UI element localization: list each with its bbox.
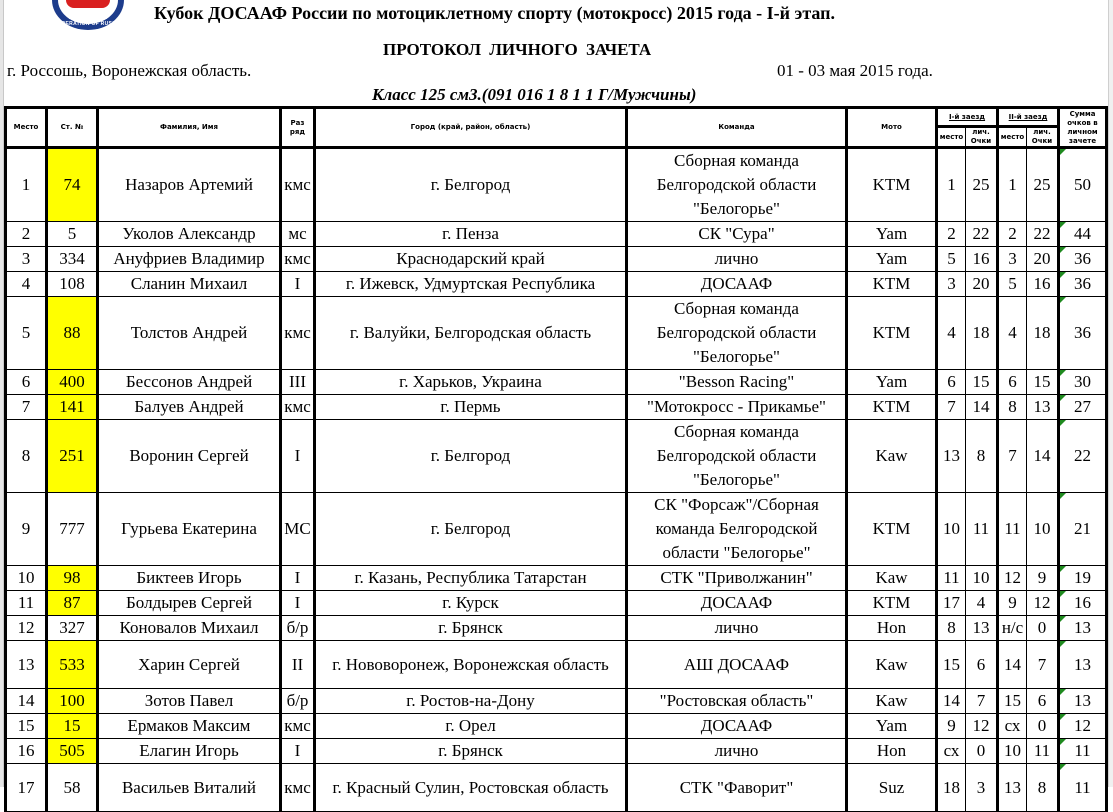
cell-race2-place[interactable]: 3 xyxy=(998,247,1027,272)
cell-total-value: 21 xyxy=(1074,519,1091,538)
cell-moto[interactable]: Suz xyxy=(847,764,937,812)
cell-team[interactable]: "Besson Racing" xyxy=(627,370,847,395)
cell-race2-points[interactable]: 14 xyxy=(1027,420,1059,493)
cell-team[interactable]: Сборная команда Белгородской области "Белогорье" xyxy=(627,148,847,222)
cell-race1-points[interactable]: 8 xyxy=(966,420,998,493)
table-row xyxy=(6,370,1107,395)
formula-indicator-icon xyxy=(1060,493,1066,499)
cell-place[interactable]: 12 xyxy=(6,616,47,641)
cell-moto[interactable]: KTM xyxy=(847,395,937,420)
cell-city[interactable]: г. Орел xyxy=(315,714,627,739)
cell-place[interactable]: 17 xyxy=(6,764,47,812)
cell-rank[interactable]: кмс xyxy=(281,297,315,370)
cell-city[interactable]: г. Ижевск, Удмуртская Республика xyxy=(315,272,627,297)
cell-moto[interactable]: KTM xyxy=(847,272,937,297)
cell-race2-place[interactable]: 14 xyxy=(998,641,1027,689)
cell-name[interactable]: Коновалов Михаил xyxy=(98,616,281,641)
cell-bib[interactable]: 87 xyxy=(47,591,98,616)
formula-indicator-icon xyxy=(1060,420,1066,426)
cell-team[interactable]: ДОСААФ xyxy=(627,591,847,616)
cell-bib[interactable]: 98 xyxy=(47,566,98,591)
cell-name[interactable]: Бессонов Андрей xyxy=(98,370,281,395)
formula-indicator-icon xyxy=(1060,641,1066,647)
cell-race2-points[interactable]: 9 xyxy=(1027,566,1059,591)
cell-rank[interactable]: I xyxy=(281,591,315,616)
class-line: Класс 125 см3.(091 016 1 8 1 1 Г/Мужчины) xyxy=(372,85,697,104)
cell-city[interactable]: г. Белгород xyxy=(315,493,627,566)
cell-total-value: 13 xyxy=(1074,691,1091,710)
table-row xyxy=(6,272,1107,297)
cell-rank[interactable]: мс xyxy=(281,222,315,247)
cell-race1-points[interactable]: 16 xyxy=(966,247,998,272)
col-header-team[interactable]: Команда xyxy=(627,108,847,148)
cell-race2-place[interactable]: 6 xyxy=(998,370,1027,395)
cell-place[interactable]: 5 xyxy=(6,297,47,370)
cell-rank[interactable]: III xyxy=(281,370,315,395)
cell-total[interactable] xyxy=(1059,616,1107,641)
col-header-total[interactable]: Сумма очков в личном зачете xyxy=(1059,108,1107,148)
cell-race1-place[interactable]: 6 xyxy=(937,370,966,395)
cell-total[interactable] xyxy=(1059,689,1107,714)
cell-total[interactable] xyxy=(1059,641,1107,689)
cell-team[interactable]: ДОСААФ xyxy=(627,714,847,739)
cell-race2-points[interactable]: 10 xyxy=(1027,493,1059,566)
cell-total[interactable] xyxy=(1059,148,1107,222)
cell-bib[interactable]: 777 xyxy=(47,493,98,566)
formula-indicator-icon xyxy=(1060,272,1066,278)
cell-city[interactable]: г. Пермь xyxy=(315,395,627,420)
cell-rank[interactable]: кмс xyxy=(281,764,315,812)
cell-bib[interactable]: 58 xyxy=(47,764,98,812)
cell-race1-place[interactable]: 3 xyxy=(937,272,966,297)
cell-race1-points[interactable]: 4 xyxy=(966,591,998,616)
cell-name[interactable]: Балуев Андрей xyxy=(98,395,281,420)
cell-total[interactable] xyxy=(1059,370,1107,395)
cell-bib[interactable]: 100 xyxy=(47,689,98,714)
table-row xyxy=(6,566,1107,591)
cell-city[interactable]: г. Харьков, Украина xyxy=(315,370,627,395)
cell-moto[interactable]: KTM xyxy=(847,297,937,370)
cell-name[interactable]: Толстов Андрей xyxy=(98,297,281,370)
cell-place[interactable]: 13 xyxy=(6,641,47,689)
cell-race2-place[interactable]: 2 xyxy=(998,222,1027,247)
cell-place[interactable]: 1 xyxy=(6,148,47,222)
cell-race2-points[interactable]: 18 xyxy=(1027,297,1059,370)
table-row xyxy=(6,764,1107,812)
cell-total-value: 22 xyxy=(1074,446,1091,465)
cell-race2-points[interactable]: 13 xyxy=(1027,395,1059,420)
cell-rank[interactable]: б/р xyxy=(281,689,315,714)
cell-bib[interactable]: 327 xyxy=(47,616,98,641)
formula-indicator-icon xyxy=(1060,247,1066,253)
cell-race1-place[interactable]: 14 xyxy=(937,689,966,714)
cell-rank[interactable]: II xyxy=(281,641,315,689)
cell-total-value: 36 xyxy=(1074,274,1091,293)
cell-place[interactable]: 7 xyxy=(6,395,47,420)
formula-indicator-icon xyxy=(1060,149,1066,155)
cell-race1-points[interactable]: 7 xyxy=(966,689,998,714)
cell-race2-place[interactable]: 5 xyxy=(998,272,1027,297)
cell-moto[interactable]: KTM xyxy=(847,493,937,566)
cell-race1-points[interactable]: 10 xyxy=(966,566,998,591)
formula-indicator-icon xyxy=(1060,616,1066,622)
cell-rank[interactable]: б/р xyxy=(281,616,315,641)
cell-race1-points[interactable]: 13 xyxy=(966,616,998,641)
cell-total[interactable] xyxy=(1059,420,1107,493)
cell-total-value: 12 xyxy=(1074,716,1091,735)
cell-race1-place[interactable]: 9 xyxy=(937,714,966,739)
cell-race1-points[interactable]: 20 xyxy=(966,272,998,297)
cell-team[interactable]: лично xyxy=(627,616,847,641)
cell-city[interactable]: Краснодарский край xyxy=(315,247,627,272)
cell-place[interactable]: 4 xyxy=(6,272,47,297)
cell-name[interactable]: Биктеев Игорь xyxy=(98,566,281,591)
cell-race2-place[interactable]: 13 xyxy=(998,764,1027,812)
cell-total-value: 50 xyxy=(1074,175,1091,194)
cell-total-value: 13 xyxy=(1074,618,1091,637)
formula-indicator-icon xyxy=(1060,689,1066,695)
cell-total-value: 36 xyxy=(1074,249,1091,268)
cell-team[interactable]: СК "Сура" xyxy=(627,222,847,247)
cell-bib[interactable]: 251 xyxy=(47,420,98,493)
table-row xyxy=(6,714,1107,739)
cell-city[interactable]: г. Курск xyxy=(315,591,627,616)
cell-name[interactable]: Гурьева Екатерина xyxy=(98,493,281,566)
cell-race2-points[interactable]: 7 xyxy=(1027,641,1059,689)
cell-team[interactable]: СТК "Приволжанин" xyxy=(627,566,847,591)
cell-name[interactable]: Воронин Сергей xyxy=(98,420,281,493)
cell-race1-place[interactable]: 8 xyxy=(937,616,966,641)
col-header-rank[interactable]: Раз ряд xyxy=(281,108,315,148)
cell-total[interactable] xyxy=(1059,493,1107,566)
cell-race2-place[interactable]: 10 xyxy=(998,739,1027,764)
cell-team[interactable]: лично xyxy=(627,247,847,272)
cell-team[interactable]: ДОСААФ xyxy=(627,272,847,297)
formula-indicator-icon xyxy=(1060,714,1066,720)
col-header-race1-points[interactable]: лич. Очки xyxy=(966,127,998,148)
cell-race2-place[interactable]: 4 xyxy=(998,297,1027,370)
cell-rank[interactable]: кмс xyxy=(281,247,315,272)
cell-race2-place[interactable]: 15 xyxy=(998,689,1027,714)
cell-team[interactable]: "Ростовская область" xyxy=(627,689,847,714)
table-row xyxy=(6,591,1107,616)
table-row xyxy=(6,616,1107,641)
cell-bib[interactable]: 400 xyxy=(47,370,98,395)
cell-rank[interactable]: I xyxy=(281,566,315,591)
cell-team[interactable]: СТК "Фаворит" xyxy=(627,764,847,812)
cell-total-value: 11 xyxy=(1074,741,1091,760)
cell-name[interactable]: Ермаков Максим xyxy=(98,714,281,739)
event-location: г. Россошь, Воронежская область. xyxy=(7,61,252,80)
table-row xyxy=(6,420,1107,493)
cell-name[interactable]: Зотов Павел xyxy=(98,689,281,714)
cell-rank[interactable]: кмс xyxy=(281,148,315,222)
col-header-place[interactable]: Место xyxy=(6,108,47,148)
cell-race1-place[interactable]: 18 xyxy=(937,764,966,812)
cell-race1-place[interactable]: 4 xyxy=(937,297,966,370)
formula-indicator-icon xyxy=(1060,395,1066,401)
event-title: Кубок ДОСААФ России по мотоциклетному спорту (мотокросс) 2015 года - I-й этап. xyxy=(154,3,836,23)
formula-indicator-icon xyxy=(1060,764,1066,770)
cell-place[interactable]: 6 xyxy=(6,370,47,395)
cell-race1-points[interactable]: 0 xyxy=(966,739,998,764)
cell-place[interactable]: 9 xyxy=(6,493,47,566)
cell-bib[interactable]: 108 xyxy=(47,272,98,297)
col-header-race2-place[interactable]: место xyxy=(998,127,1027,148)
table-row xyxy=(6,493,1107,566)
cell-race2-place[interactable]: 1 xyxy=(998,148,1027,222)
col-header-city[interactable]: Город (край, район, область) xyxy=(315,108,627,148)
cell-race2-points[interactable]: 15 xyxy=(1027,370,1059,395)
cell-race1-points[interactable]: 12 xyxy=(966,714,998,739)
cell-race1-place[interactable]: 15 xyxy=(937,641,966,689)
cell-team[interactable]: Сборная команда Белгородской области "Белогорье" xyxy=(627,297,847,370)
formula-indicator-icon xyxy=(1060,591,1066,597)
cell-race2-place[interactable]: 7 xyxy=(998,420,1027,493)
col-header-race1-place[interactable]: место xyxy=(937,127,966,148)
cell-race1-place[interactable]: 7 xyxy=(937,395,966,420)
cell-race2-place[interactable]: 8 xyxy=(998,395,1027,420)
cell-race1-place[interactable]: 10 xyxy=(937,493,966,566)
cell-race2-points[interactable]: 25 xyxy=(1027,148,1059,222)
vertical-scrollbar[interactable] xyxy=(1108,0,1113,787)
cell-name[interactable]: Назаров Артемий xyxy=(98,148,281,222)
cell-moto[interactable]: Hon xyxy=(847,739,937,764)
cell-bib[interactable]: 88 xyxy=(47,297,98,370)
cell-rank[interactable]: кмс xyxy=(281,395,315,420)
cell-race2-points[interactable]: 22 xyxy=(1027,222,1059,247)
cell-bib[interactable]: 334 xyxy=(47,247,98,272)
cell-race1-place[interactable]: 1 xyxy=(937,148,966,222)
cell-city[interactable]: г. Пенза xyxy=(315,222,627,247)
table-row xyxy=(6,739,1107,764)
cell-total[interactable] xyxy=(1059,222,1107,247)
cell-race2-place[interactable]: 11 xyxy=(998,493,1027,566)
cell-total[interactable] xyxy=(1059,566,1107,591)
cell-name[interactable]: Васильев Виталий xyxy=(98,764,281,812)
cell-city[interactable]: г. Брянск xyxy=(315,739,627,764)
cell-city[interactable]: г. Белгород xyxy=(315,420,627,493)
event-dates: 01 - 03 мая 2015 года. xyxy=(777,61,933,80)
formula-indicator-icon xyxy=(1060,222,1066,228)
cell-total-value: 36 xyxy=(1074,323,1091,342)
cell-place[interactable]: 8 xyxy=(6,420,47,493)
table-row xyxy=(6,297,1107,370)
cell-place[interactable]: 14 xyxy=(6,689,47,714)
cell-moto[interactable]: Yam xyxy=(847,222,937,247)
results-table xyxy=(4,106,1108,812)
cell-rank[interactable]: МС xyxy=(281,493,315,566)
results-body xyxy=(6,148,1107,812)
cell-bib[interactable]: 141 xyxy=(47,395,98,420)
cell-bib[interactable]: 533 xyxy=(47,641,98,689)
cell-race1-points[interactable]: 6 xyxy=(966,641,998,689)
cell-rank[interactable]: I xyxy=(281,272,315,297)
logo-text: MOTORCYCLE FEDERATION OF RUSSIA xyxy=(54,15,122,27)
cell-moto[interactable]: Yam xyxy=(847,247,937,272)
formula-indicator-icon xyxy=(1060,370,1066,376)
cell-team[interactable]: лично xyxy=(627,739,847,764)
cell-race2-place[interactable]: сх xyxy=(998,714,1027,739)
cell-race1-place[interactable]: сх xyxy=(937,739,966,764)
table-row xyxy=(6,641,1107,689)
cell-total-value: 16 xyxy=(1074,593,1091,612)
cell-moto[interactable]: Yam xyxy=(847,370,937,395)
table-row xyxy=(6,395,1107,420)
formula-indicator-icon xyxy=(1060,739,1066,745)
cell-total[interactable] xyxy=(1059,395,1107,420)
table-row xyxy=(6,247,1107,272)
cell-total[interactable] xyxy=(1059,297,1107,370)
col-header-race2[interactable]: II-й заезд xyxy=(998,108,1059,127)
cell-place[interactable]: 15 xyxy=(6,714,47,739)
cell-team[interactable]: АШ ДОСААФ xyxy=(627,641,847,689)
cell-city[interactable]: г. Казань, Республика Татарстан xyxy=(315,566,627,591)
cell-race1-points[interactable]: 25 xyxy=(966,148,998,222)
logo-band-red xyxy=(66,0,110,8)
cell-race1-place[interactable]: 13 xyxy=(937,420,966,493)
cell-total[interactable] xyxy=(1059,764,1107,812)
table-row xyxy=(6,689,1107,714)
cell-total-value: 27 xyxy=(1074,397,1091,416)
cell-total-value: 19 xyxy=(1074,568,1091,587)
cell-race2-place[interactable]: 9 xyxy=(998,591,1027,616)
col-header-moto[interactable]: Мото xyxy=(847,108,937,148)
cell-bib[interactable]: 74 xyxy=(47,148,98,222)
cell-race2-points[interactable]: 8 xyxy=(1027,764,1059,812)
cell-total-value: 11 xyxy=(1074,777,1091,797)
cell-bib[interactable]: 505 xyxy=(47,739,98,764)
col-header-race1[interactable]: I-й заезд xyxy=(937,108,998,127)
cell-city[interactable]: г. Белгород xyxy=(315,148,627,222)
cell-name[interactable]: Ануфриев Владимир xyxy=(98,247,281,272)
cell-moto[interactable]: Kaw xyxy=(847,566,937,591)
cell-total[interactable] xyxy=(1059,739,1107,764)
protocol-title: ПРОТОКОЛ ЛИЧНОГО ЗАЧЕТА xyxy=(383,40,652,59)
cell-city[interactable]: г. Красный Сулин, Ростовская область xyxy=(315,764,627,812)
col-header-name[interactable]: Фамилия, Имя xyxy=(98,108,281,148)
formula-indicator-icon xyxy=(1060,297,1066,303)
cell-moto[interactable]: KTM xyxy=(847,148,937,222)
cell-city[interactable]: г. Ростов-на-Дону xyxy=(315,689,627,714)
cell-team[interactable]: Сборная команда Белгородской области "Белогорье" xyxy=(627,420,847,493)
cell-name[interactable]: Уколов Александр xyxy=(98,222,281,247)
cell-race1-points[interactable]: 14 xyxy=(966,395,998,420)
cell-moto[interactable]: KTM xyxy=(847,591,937,616)
cell-race2-points[interactable]: 6 xyxy=(1027,689,1059,714)
cell-race1-points[interactable]: 22 xyxy=(966,222,998,247)
cell-moto[interactable]: Kaw xyxy=(847,420,937,493)
cell-total[interactable] xyxy=(1059,247,1107,272)
cell-city[interactable]: г. Брянск xyxy=(315,616,627,641)
table-row xyxy=(6,222,1107,247)
cell-place[interactable]: 16 xyxy=(6,739,47,764)
cell-name[interactable]: Болдырев Сергей xyxy=(98,591,281,616)
cell-race2-points[interactable]: 0 xyxy=(1027,714,1059,739)
cell-name[interactable]: Елагин Игорь xyxy=(98,739,281,764)
col-header-race2-points[interactable]: лич. Очки xyxy=(1027,127,1059,148)
cell-moto[interactable]: Hon xyxy=(847,616,937,641)
cell-moto[interactable]: Kaw xyxy=(847,641,937,689)
cell-total-value: 13 xyxy=(1074,654,1091,674)
cell-total[interactable] xyxy=(1059,714,1107,739)
cell-total-value: 44 xyxy=(1074,224,1091,243)
cell-race2-place[interactable]: 12 xyxy=(998,566,1027,591)
cell-race1-place[interactable]: 5 xyxy=(937,247,966,272)
cell-race1-points[interactable]: 15 xyxy=(966,370,998,395)
cell-race2-points[interactable]: 0 xyxy=(1027,616,1059,641)
cell-race1-points[interactable]: 3 xyxy=(966,764,998,812)
cell-place[interactable]: 3 xyxy=(6,247,47,272)
cell-race1-place[interactable]: 2 xyxy=(937,222,966,247)
cell-place[interactable]: 11 xyxy=(6,591,47,616)
col-header-bib[interactable]: Ст. № xyxy=(47,108,98,148)
cell-team[interactable]: СК "Форсаж"/Сборная команда Белгородской области "Белогорье" xyxy=(627,493,847,566)
cell-total[interactable] xyxy=(1059,272,1107,297)
cell-race2-points[interactable]: 20 xyxy=(1027,247,1059,272)
cell-team[interactable]: "Мотокросс - Прикамье" xyxy=(627,395,847,420)
cell-city[interactable]: г. Нововоронеж, Воронежская область xyxy=(315,641,627,689)
cell-race1-points[interactable]: 18 xyxy=(966,297,998,370)
cell-city[interactable]: г. Валуйки, Белгородская область xyxy=(315,297,627,370)
cell-race1-points[interactable]: 11 xyxy=(966,493,998,566)
cell-race2-place[interactable]: н/с xyxy=(998,616,1027,641)
cell-moto[interactable]: Kaw xyxy=(847,689,937,714)
formula-indicator-icon xyxy=(1060,566,1066,572)
cell-race1-place[interactable]: 11 xyxy=(937,566,966,591)
cell-race2-points[interactable]: 16 xyxy=(1027,272,1059,297)
cell-place[interactable]: 2 xyxy=(6,222,47,247)
cell-total[interactable] xyxy=(1059,591,1107,616)
cell-name[interactable]: Харин Сергей xyxy=(98,641,281,689)
cell-race1-place[interactable]: 17 xyxy=(937,591,966,616)
federation-logo-icon xyxy=(52,0,124,30)
cell-rank[interactable]: I xyxy=(281,420,315,493)
cell-race2-points[interactable]: 11 xyxy=(1027,739,1059,764)
cell-name[interactable]: Сланин Михаил xyxy=(98,272,281,297)
cell-race2-points[interactable]: 12 xyxy=(1027,591,1059,616)
cell-total-value: 30 xyxy=(1074,372,1091,391)
cell-moto[interactable]: Yam xyxy=(847,714,937,739)
cell-bib[interactable]: 15 xyxy=(47,714,98,739)
table-row xyxy=(6,148,1107,222)
cell-bib[interactable]: 5 xyxy=(47,222,98,247)
cell-rank[interactable]: I xyxy=(281,739,315,764)
cell-rank[interactable]: кмс xyxy=(281,714,315,739)
cell-place[interactable]: 10 xyxy=(6,566,47,591)
